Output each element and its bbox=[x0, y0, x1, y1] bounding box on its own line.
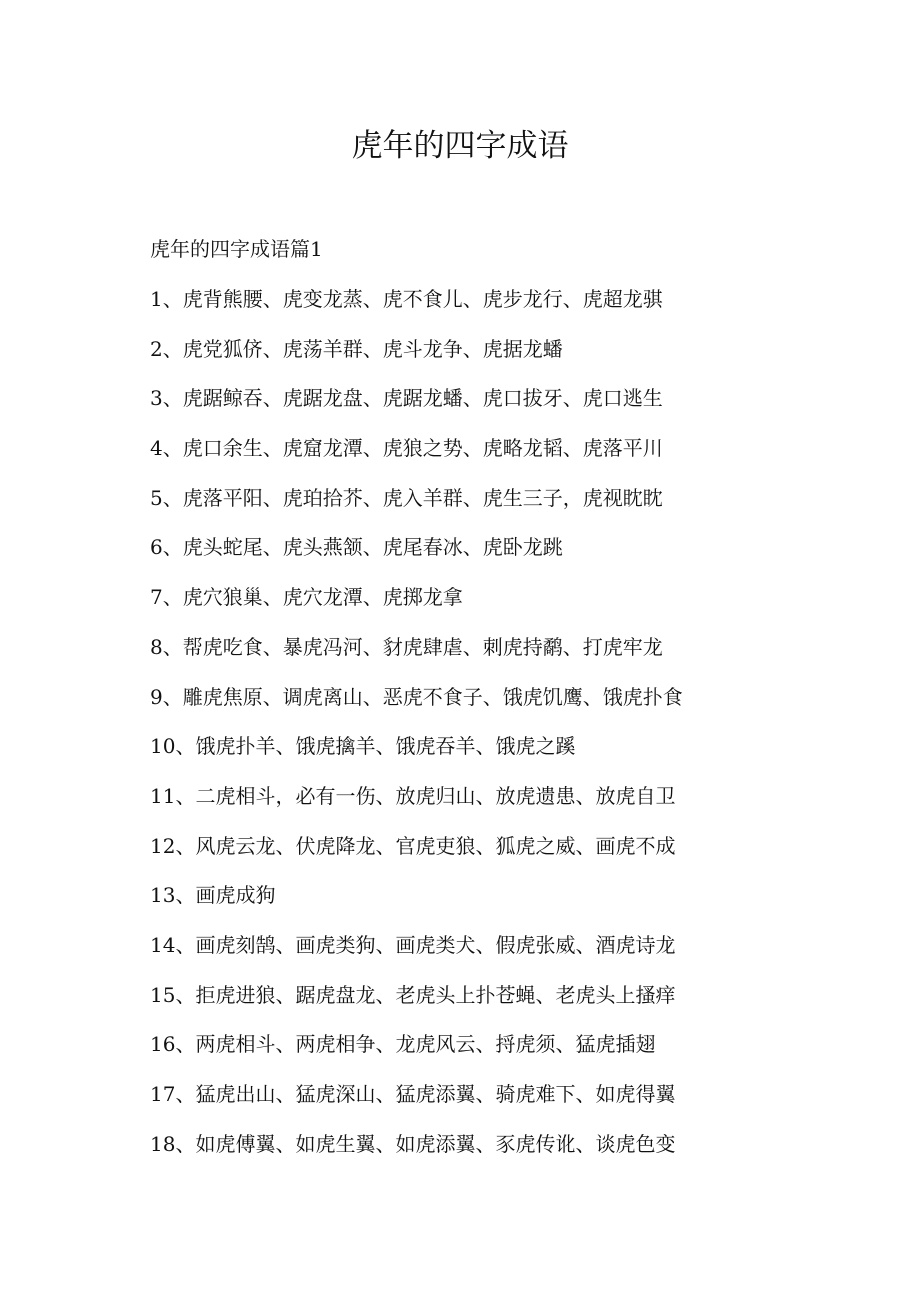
idiom-line-16: 16、两虎相斗、两虎相争、龙虎风云、捋虎须、猛虎插翅 bbox=[150, 1032, 656, 1057]
idiom-line-13: 13、画虎成狗 bbox=[150, 883, 276, 908]
idiom-line-3: 3、虎踞鲸吞、虎踞龙盘、虎踞龙蟠、虎口拔牙、虎口逃生 bbox=[150, 386, 663, 411]
idiom-line-8: 8、帮虎吃食、暴虎冯河、豺虎肆虐、刺虎持鹬、打虎牢龙 bbox=[150, 634, 663, 659]
idiom-line-6: 6、虎头蛇尾、虎头燕颔、虎尾春冰、虎卧龙跳 bbox=[150, 535, 563, 560]
idiom-line-12: 12、风虎云龙、伏虎降龙、官虎吏狼、狐虎之威、画虎不成 bbox=[150, 833, 676, 858]
idiom-line-14: 14、画虎刻鹄、画虎类狗、画虎类犬、假虎张威、酒虎诗龙 bbox=[150, 932, 676, 957]
idiom-line-2: 2、虎党狐侪、虎荡羊群、虎斗龙争、虎据龙蟠 bbox=[150, 336, 563, 361]
idiom-line-17: 17、猛虎出山、猛虎深山、猛虎添翼、骑虎难下、如虎得翼 bbox=[150, 1082, 676, 1106]
idiom-line-18: 18、如虎傅翼、如虎生翼、如虎添翼、豕虎传讹、谈虎色变 bbox=[150, 1131, 676, 1156]
idiom-line-10: 10、饿虎扑羊、饿虎擒羊、饿虎吞羊、饿虎之蹊 bbox=[150, 734, 576, 759]
idiom-line-5: 5、虎落平阳、虎珀拾芥、虎入羊群、虎生三子，虎视眈眈 bbox=[150, 485, 663, 510]
idiom-list bbox=[150, 284, 683, 1178]
idiom-line-11: 11、二虎相斗，必有一伤、放虎归山、放虎遗患、放虎自卫 bbox=[150, 783, 676, 808]
idiom-line-15: 15、拒虎进狼、踞虎盘龙、老虎头上扑苍蝇、老虎头上搔痒 bbox=[150, 982, 676, 1007]
idiom-line-4: 4、虎口余生、虎窟龙潭、虎狼之势、虎略龙韬、虎落平川 bbox=[150, 436, 663, 461]
document-title: 虎年的四字成语 bbox=[351, 128, 569, 164]
section-heading: 虎年的四字成语篇1 bbox=[150, 237, 323, 261]
idiom-line-1: 1、虎背熊腰、虎变龙蒸、虎不食儿、虎步龙行、虎超龙骐 bbox=[150, 287, 663, 311]
idiom-line-9: 9、雕虎焦原、调虎离山、恶虎不食子、饿虎饥鹰、饿虎扑食 bbox=[150, 684, 683, 709]
idiom-line-7: 7、虎穴狼巢、虎穴龙潭、虎掷龙拿 bbox=[150, 585, 463, 610]
